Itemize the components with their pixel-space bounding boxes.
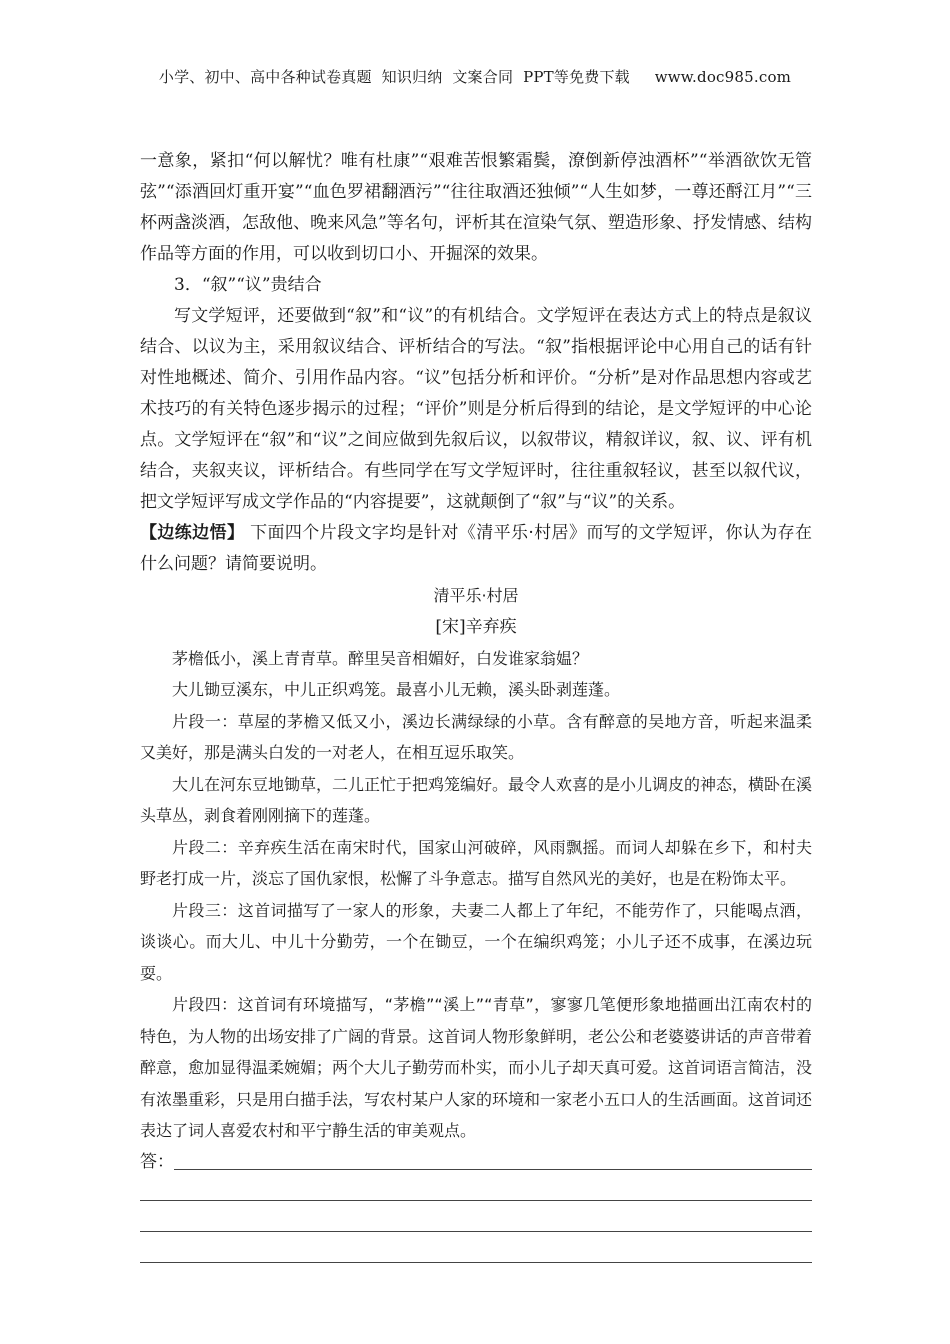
answer-line[interactable] bbox=[140, 1240, 812, 1271]
fragment-label: 片段四： bbox=[172, 995, 238, 1014]
answer-line[interactable] bbox=[140, 1178, 812, 1209]
fragment-1-para-2: 大儿在河东豆地锄草，二儿正忙于把鸡笼编好。最令人欢喜的是小儿调皮的神态，横卧在溪头草丛，剥食着刚刚摘下的莲蓬。 bbox=[140, 774, 813, 825]
answer-rule bbox=[140, 1262, 812, 1263]
fragment-4 bbox=[140, 989, 812, 1147]
answer-rule bbox=[140, 1231, 812, 1232]
page-header: 小学、初中、高中各种试卷真题 知识归纳 文案合同 PPT等免费下载 www.doc985.com bbox=[158, 68, 792, 86]
exercise-tag: 【边练边悟】 bbox=[140, 523, 245, 543]
fragment-2 bbox=[140, 832, 812, 895]
section-heading: 3．“叙”“议”贵结合 bbox=[174, 275, 322, 295]
answer-line[interactable] bbox=[140, 1209, 812, 1240]
fragment-label: 片段二： bbox=[172, 837, 238, 857]
poem-line: 茅檐低小，溪上青青草。醉里吴音相媚好，白发谁家翁媪？ bbox=[172, 648, 589, 668]
exercise-prompt bbox=[140, 518, 812, 580]
poem-title: 清平乐·村居 bbox=[433, 586, 519, 605]
answer-label: 答： bbox=[140, 1151, 174, 1172]
poem-author: [宋]辛弃疾 bbox=[435, 616, 517, 637]
answer-rule bbox=[140, 1200, 812, 1201]
answer-rule bbox=[174, 1169, 812, 1170]
exercise-prompt-text: 下面四个片段文字均是针对《清平乐·村居》而写的文学短评，你认为存在什么问题？请简要说明。 bbox=[140, 523, 813, 574]
poem-line: 大儿锄豆溪东，中儿正织鸡笼。最喜小儿无赖，溪头卧剥莲蓬。 bbox=[172, 680, 621, 699]
document-body bbox=[140, 146, 812, 1271]
fragment-text: 草屋的茅檐又低又小，溪边长满绿绿的小草。含有醉意的吴地方音，听起来温柔又美好，那是满头白发的一对老人，在相互逗乐取笑。 bbox=[140, 711, 812, 762]
intro-paragraph: 一意象，紧扣“何以解忧？唯有杜康”“艰难苦恨繁霜鬓，潦倒新停浊酒杯”“举酒欲饮无管弦”“添酒回灯重开宴”“血色罗裙翻酒污”“往往取酒还独倾”“人生如梦，一尊还酹江月”“三杯两盏淡酒，怎敌他、晚来风急”等名句，评析其在渲染气氛、塑造形象、抒发情感、结构作品等方面的作用，可以收到切口小、开掘深的效果。 bbox=[140, 151, 812, 264]
fragment-3 bbox=[140, 895, 812, 990]
fragment-label: 片段三： bbox=[172, 900, 238, 920]
answer-line[interactable] bbox=[140, 1147, 812, 1178]
fragment-text: 这首词描写了一家人的形象，夫妻二人都上了年纪，不能劳作了，只能喝点酒，谈谈心。而大儿、中儿十分勤劳，一个在锄豆，一个在编织鸡笼；小儿子还不成事，在溪边玩耍。 bbox=[140, 900, 812, 983]
fragment-text: 这首词有环境描写，“茅檐”“溪上”“青草”，寥寥几笔便形象地描画出江南农村的特色，为人物的出场安排了广阔的背景。这首词人物形象鲜明，老公公和老婆婆讲话的声音带着醉意，愈加显得温柔婉媚；两个大儿子勤劳而朴实，而小儿子却天真可爱。这首词语言简洁，没有浓墨重彩，只是用白描手法，写农村某户人家的环境和一家老小五口人的生活画面。这首词还表达了词人喜爱农村和平宁静生活的审美观点。 bbox=[140, 995, 813, 1140]
section-body: 写文学短评，还要做到“叙”和“议”的有机结合。文学短评在表达方式上的特点是叙议结合、以议为主，采用叙议结合、评析结合的写法。“叙”指根据评论中心用自己的话有针对性地概述、简介、引用作品内容。“议”包括分析和评价。“分析”是对作品思想内容或艺术技巧的有关特色逐步揭示的过程；“评价”则是分析后得到的结论，是文学短评的中心论点。文学短评在“叙”和“议”之间应做到先叙后议，以叙带议，精叙详议，叙、议、评有机结合，夹叙夹议，评析结合。有些同学在写文学短评时，往往重叙轻议，甚至以叙代议，把文学短评写成文学作品的“内容提要”，这就颠倒了“叙”与“议”的关系。 bbox=[140, 306, 812, 512]
fragment-text: 辛弃疾生活在南宋时代，国家山河破碎，风雨飘摇。而词人却躲在乡下，和村夫野老打成一片，淡忘了国仇家恨，松懈了斗争意志。描写自然风光的美好，也是在粉饰太平。 bbox=[140, 837, 812, 888]
fragment-1-para-1 bbox=[140, 706, 812, 769]
fragment-label: 片段一： bbox=[172, 711, 238, 731]
